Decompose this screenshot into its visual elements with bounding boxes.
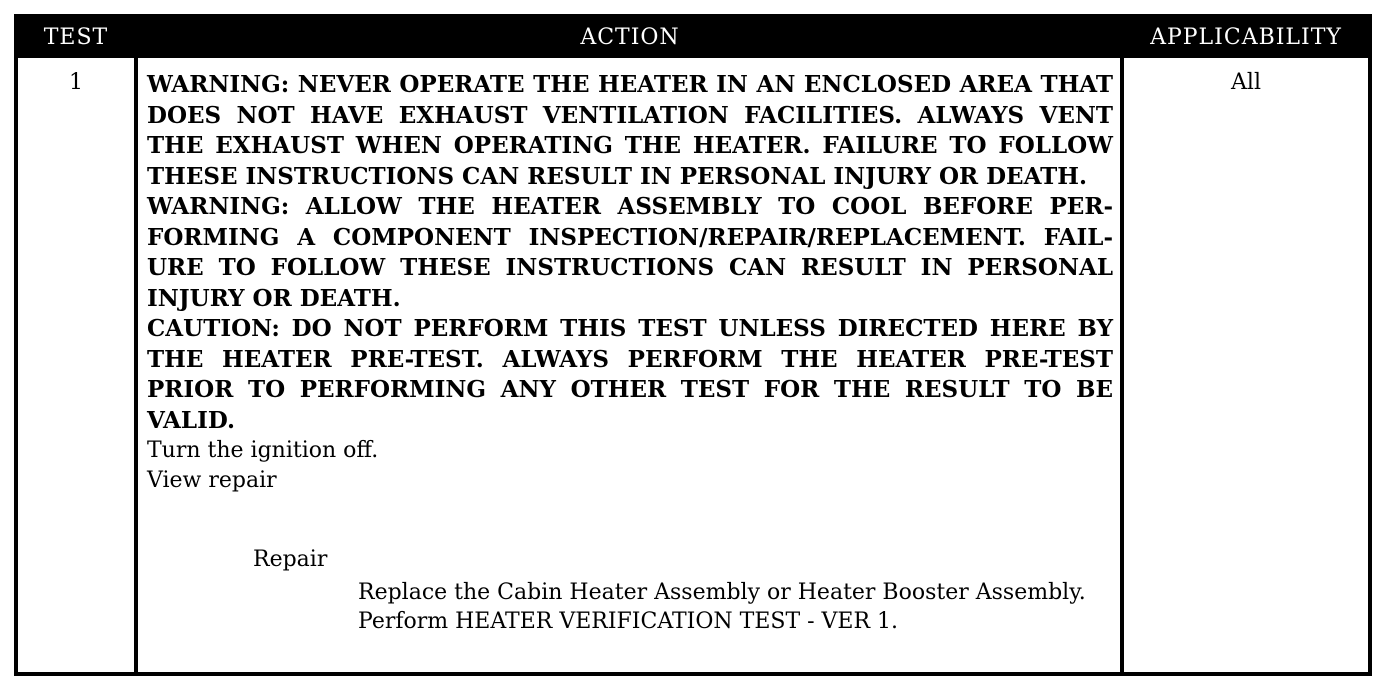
view-repair-text: View repair xyxy=(147,468,277,493)
header-action: ACTION xyxy=(580,25,680,50)
action-cell xyxy=(147,70,1113,496)
repair-step: Replace the Cabin Heater Assembly or Heater Booster Assembly. xyxy=(358,580,1086,605)
column-divider xyxy=(134,58,138,672)
test-number: 1 xyxy=(69,70,83,95)
repair-label: Repair xyxy=(253,547,328,572)
caution-text: CAUTION: DO NOT PERFORM THIS TEST UNLESS DIRECTED HERE BY THE HEATER PRE-TEST. ALWAYS PERFORM THE HEATER PRE-TEST PRIOR TO PERFORMING ANY OTHER TEST FOR THE RESULT TO BE VALID. xyxy=(147,315,1113,434)
warning-text: WARNING: NEVER OPERATE THE HEATER IN AN ENCLOSED AREA THAT DOES NOT HAVE EXHAUST VENTILATION FACILITIES. ALWAYS VENT THE EXHAUST WHEN OPERATING THE HEATER. FAILURE TO FOLLOW THESE INSTRUCTIONS CAN RESULT IN PERSONAL INJURY OR DEATH. xyxy=(147,71,1113,190)
applicability-value: All xyxy=(1231,70,1261,95)
repair-steps xyxy=(358,578,1086,636)
warning-text: WARNING: ALLOW THE HEATER ASSEMBLY TO COOL BEFORE PER-FORMING A COMPONENT INSPECTION/REPAIR/REPLACEMENT. FAIL-URE TO FOLLOW THESE INSTRUCTIONS CAN RESULT IN PERSONAL INJURY OR DEATH. xyxy=(147,193,1113,312)
header-test: TEST xyxy=(43,25,109,50)
table-header xyxy=(18,18,1368,58)
repair-step: Perform HEATER VERIFICATION TEST - VER 1. xyxy=(358,609,899,634)
column-divider xyxy=(1120,58,1124,672)
step-text: Turn the ignition off. xyxy=(147,438,379,463)
header-applicability: APPLICABILITY xyxy=(1150,25,1342,50)
procedure-table xyxy=(14,14,1372,676)
